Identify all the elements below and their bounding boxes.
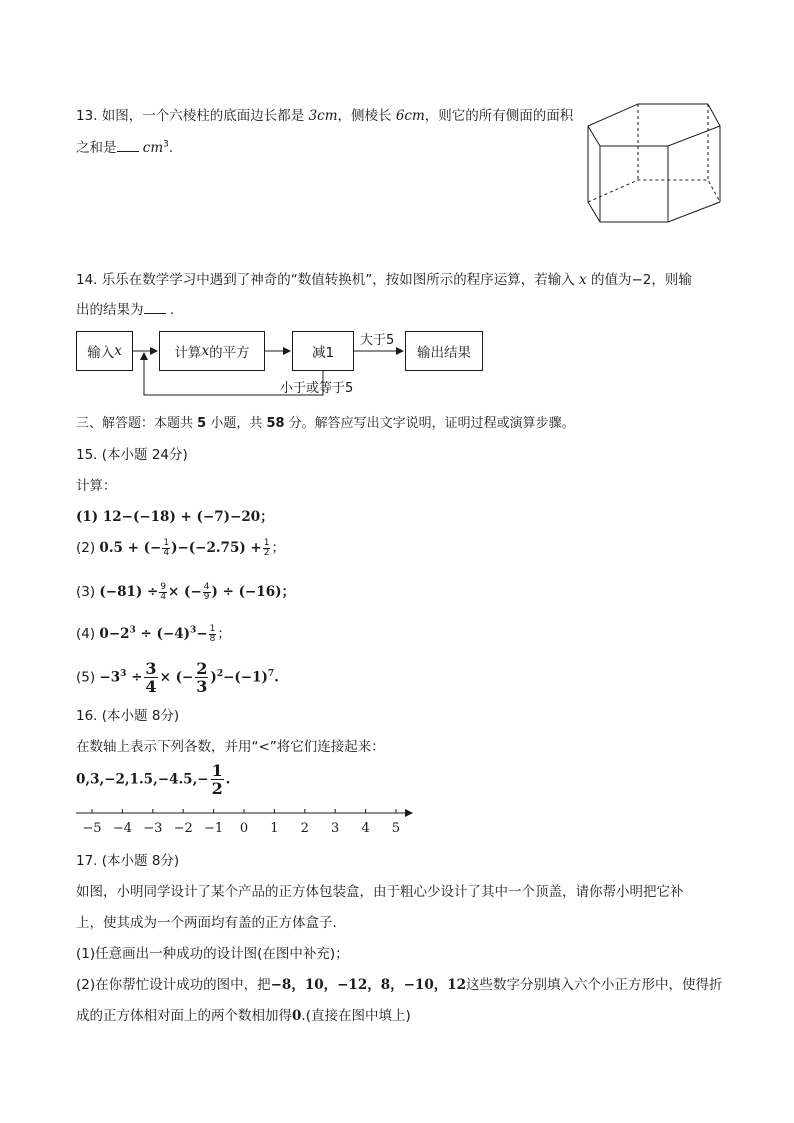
flow-arrows	[0, 0, 794, 420]
flow-box-input: 输入 x	[76, 331, 133, 371]
flow-box-minus-one: 减1	[292, 331, 354, 371]
flow-box-square: 计算 x 的平方	[159, 331, 265, 371]
q15-part4: (4) $0-2^3 \div (-4)^3-$ $\frac{1}{8}$ ；	[76, 623, 231, 644]
q16-header: 16. (本小题 8分)	[76, 708, 180, 724]
number-line-tick-label: −4	[112, 821, 132, 836]
q16-numbers: 0,3,−2,1.5,−4.5,− $\frac{1}{2}$ .	[76, 761, 231, 798]
number-line-tick-label: 3	[331, 821, 340, 836]
q17-line2: 上，使其成为一个两面均有盖的正方体盒子.	[76, 915, 337, 931]
q17-line1: 如图，小明同学设计了某个产品的正方体包装盒，由于粗心少设计了其中一个顶盖，请你帮小明把它补	[76, 884, 684, 900]
q17-header: 17. (本小题 8分)	[76, 853, 180, 869]
q17-part1: (1)任意画出一种成功的设计图(在图中补充)；	[76, 946, 349, 962]
flow-label-less-equal: 小于或等于5	[280, 381, 354, 396]
q15-part5: $(5) -3^3$ ÷ $\frac{3}{4}$ × (− $\frac{2}{3}$ )$^2-(-1)^7$.	[76, 659, 279, 696]
q13-line1: 13. 如图，一个六棱柱的底面边长都是 3cm，侧棱长 6cm，则它的所有侧面的面积	[76, 108, 574, 124]
q16-intro: 在数轴上表示下列各数，并用“<”将它们连接起来：	[76, 739, 385, 755]
number-line-tick-label: −1	[204, 821, 224, 836]
number-line-tick-label: −2	[173, 821, 193, 836]
q15-part2: (2) 0.5 + (− $\frac{1}{4}$ )−(−2.75) + $\frac{1}{2}$ ；	[76, 537, 285, 558]
q15-header: 15. (本小题 24分)	[76, 447, 188, 463]
q17-line3: 成的正方体相对面上的两个数相加得0.(直接在图中填上)	[76, 1008, 411, 1024]
number-line-tick-label: −5	[82, 821, 102, 836]
q15-intro: 计算：	[76, 478, 117, 494]
number-line-tick-label: 1	[270, 821, 279, 836]
number-line-tick-label: −3	[143, 821, 163, 836]
q14-line2: 出的结果为 .	[76, 302, 175, 318]
q15-part1: (1) 12−(−18) + (−7)−20；	[76, 509, 274, 525]
number-line[interactable]	[0, 800, 794, 840]
flow-box-output: 输出结果	[405, 331, 483, 371]
number-line-tick-label: 5	[391, 821, 401, 836]
flow-label-greater: 大于5	[360, 333, 395, 348]
q13-line2: 之和是 $cm^3$.	[76, 139, 174, 156]
section-3-title: 三、解答题：本题共 5 小题，共 58 分。解答应写出文字说明，证明过程或演算步骤。	[76, 416, 575, 431]
number-line-tick-label: 2	[300, 821, 309, 836]
number-line-tick-label: 4	[361, 821, 370, 836]
q14-line1: 14. 乐乐在数学学习中遇到了神奇的“数值转换机”，按如图所示的程序运算，若输入 x 的值为−2，则输	[76, 272, 692, 288]
q15-part3: (3) (−81) ÷ $\frac{9}{4}$ × (− $\frac{4}{9}$ ) ÷ (−16)；	[76, 581, 295, 602]
number-line-tick-label: 0	[239, 821, 249, 836]
q17-part2: (2)在你帮忙设计成功的图中，把−8，10，−12，8，−10，12这些数字分别填入六个小正方形中，使得折	[76, 977, 723, 993]
